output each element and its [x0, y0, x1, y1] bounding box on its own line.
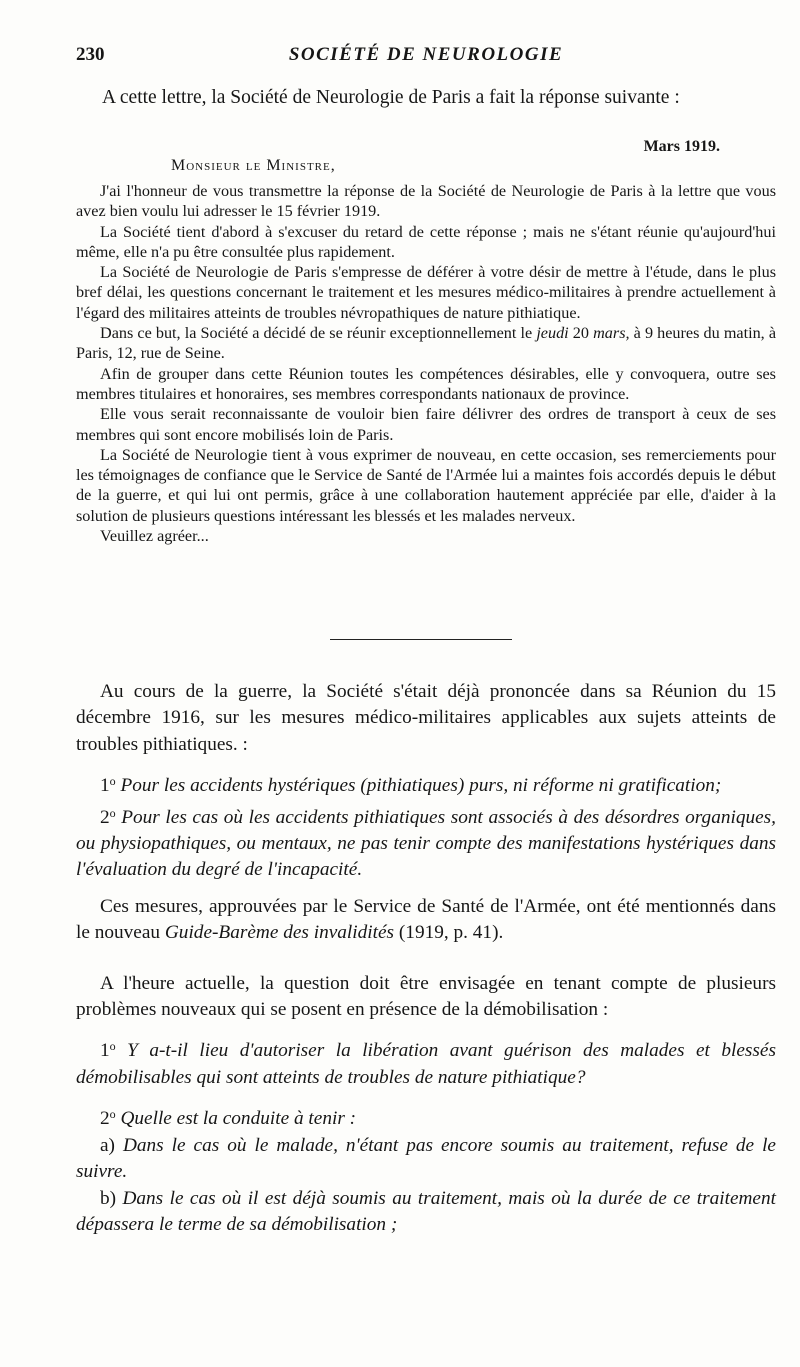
sub-question — [76, 1186, 776, 1239]
running-head: SOCIÉTÉ DE NEUROLOGIE — [288, 44, 564, 65]
letter-paragraph: La Société de Neurologie tient à vous exprimer de nouveau, en cette occasion, ses remerciements pour les témoignages de confiance que le Service de Santé de l'Armée lui a maintes fois accordés depuis le début de la guerre, et qui lui ont permis, grâce à une collaboration hautement appréciée par elle, d'aider à la solution de plusieurs questions intéressant les blessés et les malades nerveux. — [76, 445, 776, 525]
ordinal-mark: o — [109, 1107, 116, 1122]
item-number: 2 — [100, 1108, 110, 1130]
text-run: à 9 heures du matin, à Paris, 12, rue de Seine. — [76, 324, 777, 363]
text-run: (1919, p. 41). — [394, 922, 504, 944]
letter-salutation: Monsieur le Ministre, — [171, 157, 336, 174]
italic-run: Guide-Barème des invalidités — [164, 922, 395, 944]
letter-paragraph: Afin de grouper dans cette Réunion toutes les compétences désirables, elle y convoquera, outre ses membres titulaires et honoraires, ses membres correspondants nationaux de province. — [76, 364, 776, 403]
letter-paragraph: La Société de Neurologie de Paris s'empresse de déférer à votre désir de mettre à l'étude, dans le plus bref délai, les questions concernant le traitement et les mesures médico-militaires à prendre actuellement à l'égard des militaires atteints de troubles névropathiques de nature pithiatique. — [76, 263, 776, 322]
italic-run: Y a-t-il lieu d'autoriser la libération avant guérison des malades et blessés démobilisables qui sont atteints de troubles de nature pithiatique? — [76, 1040, 776, 1088]
intro-sentence: A cette lettre, la Société de Neurologie de Paris a fait la réponse suivante : — [102, 87, 680, 108]
letter-paragraph: Elle vous serait reconnaissante de vouloir bien faire délivrer des ordres de transport à ceux de ses membres qui sont encore mobilisés loin de Paris. — [76, 405, 776, 444]
item-number: 1 — [100, 1040, 110, 1062]
sub-label: a) — [100, 1134, 115, 1156]
item-number: 1 — [100, 775, 110, 797]
italic-run: Pour les accidents hystériques (pithiatiques) purs, ni réforme ni gratification; — [115, 775, 722, 797]
ordinal-mark: o — [109, 805, 116, 820]
italic-run: Pour les cas où les accidents pithiatiques sont associés à des désordres organiques, ou physiopathiques, ou mentaux, ne pas tenir compte des manifestations hystériques dans l'évaluation du degré de l'incapacité. — [76, 806, 776, 881]
letter-closing: Veuillez agréer... — [100, 527, 209, 546]
letter-paragraph: La Société tient d'abord à s'excuser du retard de cette réponse ; mais ne s'étant réunie qu'aujourd'hui même, elle n'a pu être consultée plus rapidement. — [76, 222, 776, 261]
letter-date: Mars 1919. — [643, 138, 720, 155]
item-number: 2 — [100, 806, 110, 828]
question-item — [76, 1101, 776, 1132]
page-header — [76, 44, 776, 72]
italic-run: jeudi — [536, 324, 569, 343]
sub-label: b) — [100, 1187, 117, 1209]
letter-paragraph — [76, 323, 776, 364]
ordinal-mark: o — [109, 1039, 116, 1054]
list-item — [76, 768, 776, 799]
list-item — [76, 800, 776, 884]
italic-run: Dans le cas où il est déjà soumis au traitement, mais où la durée de ce traitement dépassera le terme de sa démobilisation ; — [76, 1187, 776, 1235]
text-run: Dans ce but, la Société a décidé de se réunir exceptionnellement le — [100, 324, 537, 343]
commentary-body — [76, 679, 776, 1238]
letter-paragraph: J'ai l'honneur de vous transmettre la réponse de la Société de Neurologie de Paris à la lettre que vous avez bien voulu lui adresser le 15 février 1919. — [76, 182, 776, 221]
letter-body — [76, 181, 776, 546]
paragraph — [76, 894, 776, 947]
page-number: 230 — [76, 44, 105, 65]
section-divider — [330, 639, 512, 640]
text-run: 20 — [568, 324, 594, 343]
question-item — [76, 1033, 776, 1091]
text-run: Ces mesures, approuvées par le Service de Santé de l'Armée, ont été mentionnés dans le nouveau — [76, 895, 776, 944]
italic-run: mars, — [593, 324, 630, 343]
italic-run: Quelle est la conduite à tenir : — [115, 1108, 357, 1130]
ordinal-mark: o — [109, 774, 116, 789]
sub-question — [76, 1133, 776, 1186]
paragraph: A l'heure actuelle, la question doit être envisagée en tenant compte de plusieurs problèmes nouveaux qui se posent en présence de la démobilisation : — [76, 972, 776, 1021]
italic-run: Dans le cas où le malade, n'étant pas encore soumis au traitement, refuse de le suivre. — [76, 1134, 776, 1183]
paragraph: Au cours de la guerre, la Société s'était déjà prononcée dans sa Réunion du 15 décembre 1916, sur les mesures médico-militaires applicables aux sujets atteints de troubles pithiatiques. : — [76, 681, 776, 755]
